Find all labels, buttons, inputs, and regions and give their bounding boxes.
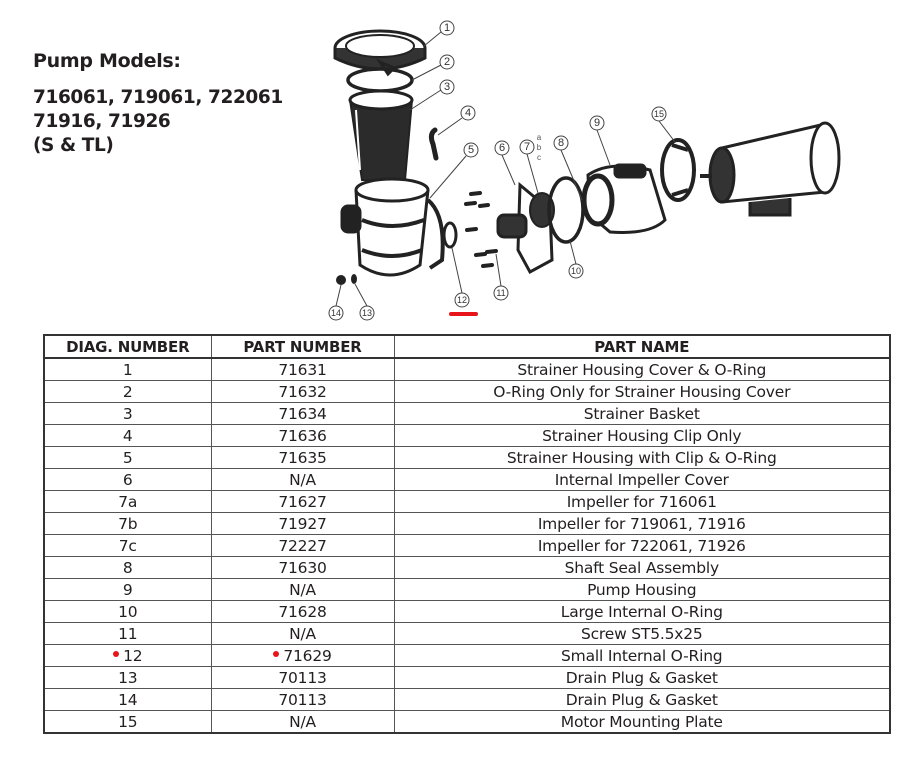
red-marker-dot-icon <box>113 651 119 657</box>
cell-text: 5 <box>122 448 133 467</box>
table-row <box>44 623 890 645</box>
cell-text: Strainer Housing with Clip & O-Ring <box>506 448 777 467</box>
diag-number-cell <box>44 557 211 579</box>
table-row <box>44 667 890 689</box>
callout-9 <box>590 116 604 130</box>
model-line: (S & TL) <box>33 135 114 156</box>
callout-4 <box>461 106 475 120</box>
table-row <box>44 491 890 513</box>
svg-text:1: 1 <box>443 22 451 34</box>
diag-number-cell <box>44 513 211 535</box>
callout-12-highlight-underline <box>449 312 478 316</box>
diag-number-cell <box>44 358 211 381</box>
table-row <box>44 403 890 425</box>
table-row <box>44 447 890 469</box>
part-number-cell <box>211 579 394 601</box>
part-name-cell <box>394 403 890 425</box>
table-row <box>44 381 890 403</box>
svg-text:10: 10 <box>570 266 582 276</box>
cell-text: 71628 <box>278 602 327 621</box>
svg-text:2: 2 <box>443 56 451 68</box>
cell-text: 11 <box>118 624 138 643</box>
part-name-cell <box>394 667 890 689</box>
screws-part <box>466 193 496 266</box>
exploded-pump-diagram <box>320 10 880 330</box>
pump-models-heading <box>33 50 283 158</box>
callout-7 <box>520 140 534 154</box>
header-part-number: PART NUMBER <box>211 335 394 358</box>
diag-number-cell <box>44 645 211 667</box>
pump-housing-part <box>584 165 665 233</box>
cell-text: 8 <box>122 558 133 577</box>
svg-text:11: 11 <box>496 288 506 298</box>
part-number-cell <box>211 535 394 557</box>
part-name-cell <box>394 645 890 667</box>
cell-text: 71627 <box>278 492 327 511</box>
part-number-cell <box>211 645 394 667</box>
svg-text:14: 14 <box>330 308 342 318</box>
callout-6 <box>495 141 509 155</box>
cell-text: 7a <box>118 492 138 511</box>
cell-text: 70113 <box>278 668 327 687</box>
svg-text:13: 13 <box>361 308 373 318</box>
part-number-cell <box>211 601 394 623</box>
cell-text: Impeller for 722061, 71926 <box>537 536 746 555</box>
cell-text: O-Ring Only for Strainer Housing Cover <box>493 382 791 401</box>
drain-plug-part <box>351 274 357 284</box>
callout-1 <box>440 21 454 35</box>
part-name-cell <box>394 557 890 579</box>
diag-number-cell <box>44 579 211 601</box>
table-header-row <box>44 335 890 358</box>
cell-text: N/A <box>289 580 316 599</box>
svg-text:8: 8 <box>557 137 565 149</box>
table-row <box>44 645 890 667</box>
cell-text: Strainer Basket <box>583 404 700 423</box>
cell-text: 71630 <box>278 558 327 577</box>
cell-text: N/A <box>289 470 316 489</box>
table-row <box>44 535 890 557</box>
callout-5 <box>464 143 478 157</box>
part-number-cell <box>211 491 394 513</box>
cell-text: 2 <box>122 382 133 401</box>
table-row <box>44 425 890 447</box>
diag-number-cell <box>44 381 211 403</box>
svg-text:5: 5 <box>467 144 475 156</box>
svg-text:15: 15 <box>653 109 665 119</box>
table-row <box>44 513 890 535</box>
cell-text: N/A <box>289 624 316 643</box>
parts-table <box>43 334 891 734</box>
cell-text: 4 <box>122 426 133 445</box>
part-number-cell <box>211 557 394 579</box>
callout-11 <box>494 286 508 300</box>
diag-number-cell <box>44 689 211 711</box>
part-name-cell <box>394 358 890 381</box>
cell-text: 15 <box>118 712 138 731</box>
table-row <box>44 579 890 601</box>
part-number-cell <box>211 667 394 689</box>
part-number-cell <box>211 381 394 403</box>
cell-text: 13 <box>118 668 138 687</box>
part-number-cell <box>211 689 394 711</box>
diag-number-cell <box>44 403 211 425</box>
cell-text: 71632 <box>278 382 327 401</box>
cell-text: Impeller for 719061, 71916 <box>537 514 746 533</box>
cell-text: 6 <box>122 470 133 489</box>
cell-text: 71636 <box>278 426 327 445</box>
svg-text:b: b <box>536 143 542 152</box>
diag-number-cell <box>44 667 211 689</box>
diag-number-cell <box>44 491 211 513</box>
table-row <box>44 557 890 579</box>
cell-text: Pump Housing <box>587 580 697 599</box>
cell-text: 14 <box>118 690 138 709</box>
cell-text: Screw ST5.5x25 <box>580 624 703 643</box>
table-row <box>44 601 890 623</box>
cell-text: 12 <box>123 646 143 665</box>
table-row <box>44 358 890 381</box>
strainer-basket-part <box>350 91 412 180</box>
cell-text: 7c <box>118 536 137 555</box>
red-marker-dot-icon <box>273 651 279 657</box>
part-name-cell <box>394 513 890 535</box>
part-name-cell <box>394 425 890 447</box>
header-diag-number: DIAG. NUMBER <box>44 335 211 358</box>
cell-text: Motor Mounting Plate <box>560 712 723 731</box>
part-number-cell <box>211 711 394 734</box>
part-name-cell <box>394 381 890 403</box>
part-name-cell <box>394 711 890 734</box>
part-name-cell <box>394 469 890 491</box>
table-row <box>44 689 890 711</box>
cell-text: 1 <box>122 360 133 379</box>
part-name-cell <box>394 689 890 711</box>
part-name-cell <box>394 601 890 623</box>
cell-text: N/A <box>289 712 316 731</box>
cell-text: 71635 <box>278 448 327 467</box>
callout-12 <box>455 293 469 307</box>
cell-text: 3 <box>122 404 133 423</box>
callout-10 <box>569 264 583 278</box>
cell-text: 10 <box>118 602 138 621</box>
part-number-cell <box>211 403 394 425</box>
model-line: 71916, 71926 <box>33 111 171 132</box>
cell-text: Impeller for 716061 <box>566 492 717 511</box>
svg-text:7: 7 <box>523 141 531 153</box>
header-part-name: PART NAME <box>394 335 890 358</box>
diag-number-cell <box>44 469 211 491</box>
part-number-cell <box>211 513 394 535</box>
motor-mounting-plate-part <box>662 140 694 200</box>
callout-13 <box>360 306 374 320</box>
svg-text:6: 6 <box>498 142 506 154</box>
cell-text: 72227 <box>278 536 327 555</box>
part-name-cell <box>394 535 890 557</box>
part-number-cell <box>211 425 394 447</box>
cell-text: Drain Plug & Gasket <box>565 668 718 687</box>
housing-clip-part <box>431 130 436 158</box>
cell-text: 9 <box>122 580 133 599</box>
diag-number-cell <box>44 535 211 557</box>
part-number-cell <box>211 358 394 381</box>
part-name-cell <box>394 491 890 513</box>
cell-text: Drain Plug & Gasket <box>565 690 718 709</box>
part-name-cell <box>394 447 890 469</box>
callout-8 <box>554 136 568 150</box>
callout-7-sublabels <box>537 133 542 162</box>
cell-text: Strainer Housing Cover & O-Ring <box>517 360 767 379</box>
cell-text: Large Internal O-Ring <box>560 602 723 621</box>
part-number-cell <box>211 447 394 469</box>
callout-15 <box>652 107 666 121</box>
diag-number-cell <box>44 711 211 734</box>
svg-text:c: c <box>537 153 541 162</box>
cell-text: Shaft Seal Assembly <box>564 558 719 577</box>
diag-number-cell <box>44 601 211 623</box>
part-name-cell <box>394 579 890 601</box>
svg-text:9: 9 <box>593 117 601 129</box>
cell-text: Small Internal O-Ring <box>561 646 723 665</box>
cell-text: Strainer Housing Clip Only <box>542 426 742 445</box>
cell-text: 71927 <box>278 514 327 533</box>
drain-plug-part <box>336 275 346 285</box>
cell-text: 70113 <box>278 690 327 709</box>
svg-text:3: 3 <box>443 81 451 93</box>
part-number-cell <box>211 623 394 645</box>
part-number-cell <box>211 469 394 491</box>
cell-text: 7b <box>118 514 138 533</box>
diag-number-cell <box>44 623 211 645</box>
callout-3 <box>440 80 454 94</box>
cell-text: Internal Impeller Cover <box>554 470 729 489</box>
diag-number-cell <box>44 425 211 447</box>
callout-2 <box>440 55 454 69</box>
strainer-housing-part <box>342 179 456 275</box>
pump-models-title: Pump Models: <box>33 50 181 72</box>
svg-text:12: 12 <box>456 295 468 305</box>
cover-o-ring-part <box>348 69 412 91</box>
part-name-cell <box>394 623 890 645</box>
cell-text: 71634 <box>278 404 327 423</box>
svg-text:a: a <box>536 133 542 142</box>
diag-number-cell <box>44 447 211 469</box>
svg-text:4: 4 <box>464 107 472 119</box>
cell-text: 71629 <box>283 646 332 665</box>
table-row <box>44 469 890 491</box>
motor-part <box>700 123 839 215</box>
model-line: 716061, 719061, 722061 <box>33 87 283 108</box>
table-row <box>44 711 890 734</box>
cell-text: 71631 <box>278 360 327 379</box>
callout-14 <box>329 306 343 320</box>
